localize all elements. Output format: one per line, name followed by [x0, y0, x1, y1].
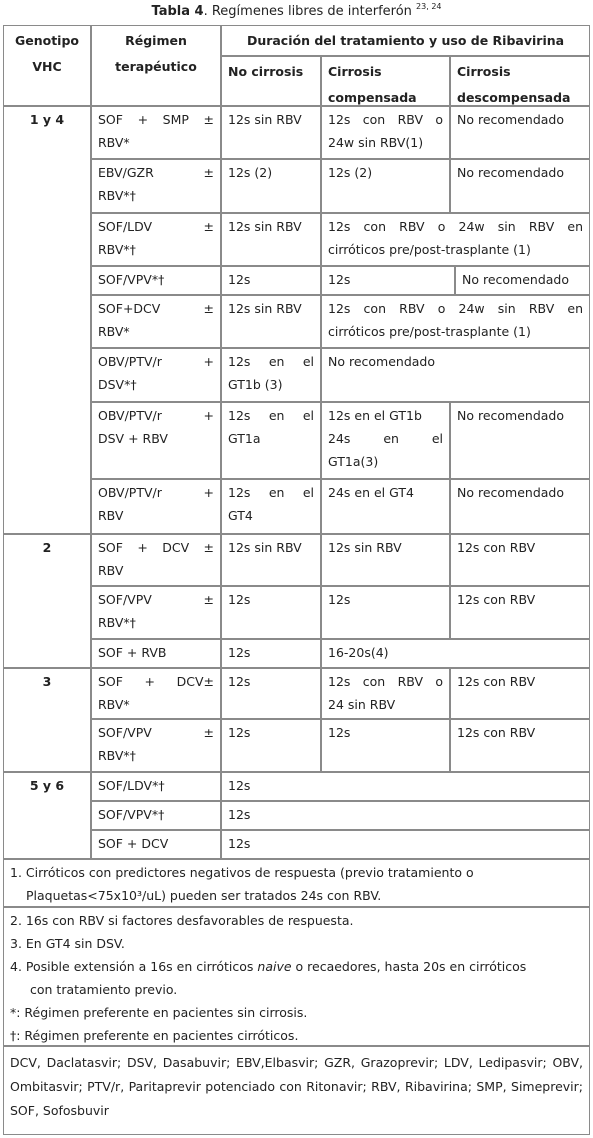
- footnote-asterisk: *: Régimen preferente en pacientes sin cirrosis.: [10, 1005, 308, 1020]
- footnote-4-part-c: o recaedores, hasta 20s en cirróticos: [291, 959, 527, 974]
- no-cirrosis-cell: [221, 402, 321, 479]
- footnote-4: [10, 955, 583, 978]
- genotype-3: 3: [3, 668, 91, 772]
- cirrosis-merged-cell: No recomendado: [321, 348, 590, 402]
- no-cirrosis-line1: 12s en el: [228, 408, 314, 423]
- regimen-line2: RBV*†: [98, 748, 136, 763]
- descompensada-cell: No recomendado: [450, 159, 590, 213]
- regimen-line2: RBV*: [98, 135, 130, 150]
- no-cirrosis-line2: GT1b (3): [228, 377, 283, 392]
- no-cirrosis-cell: 12s sin RBV: [221, 295, 321, 348]
- compensada-line2: 24w sin RBV(1): [328, 135, 424, 150]
- descompensada-cell: No recomendado: [450, 479, 590, 534]
- no-cirrosis-cell: 12s (2): [221, 159, 321, 213]
- no-cirrosis-cell: 12s sin RBV: [221, 213, 321, 266]
- no-cirrosis-line2: GT4: [228, 508, 253, 523]
- no-cirrosis-cell: 12s: [221, 639, 321, 668]
- regimen-line2: RBV*†: [98, 615, 136, 630]
- cirrosis-merged-cell: [321, 213, 590, 266]
- header-cirrosis-compensada: [321, 56, 450, 106]
- compensada-cell: [321, 402, 450, 479]
- compensada-cell: 24s en el GT4: [321, 479, 450, 534]
- regimen-cell: [91, 479, 221, 534]
- descompensada-cell: 12s con RBV: [450, 586, 590, 639]
- cirrosis-merged-line1: 12s con RBV o 24w sin RBV en: [328, 301, 583, 316]
- all-columns-cell: 12s: [221, 830, 590, 859]
- regimen-cell: [91, 668, 221, 719]
- no-cirrosis-cell: 12s sin RBV: [221, 534, 321, 586]
- no-cirrosis-cell: [221, 479, 321, 534]
- regimen-line1: SOF + DCV±: [98, 674, 214, 689]
- header-compensada-line1: Cirrosis: [328, 64, 382, 79]
- regimen-line2: RBV*†: [98, 188, 136, 203]
- descompensada-cell: 12s con RBV: [450, 534, 590, 586]
- no-cirrosis-cell: [221, 348, 321, 402]
- regimen-line2: RBV*: [98, 697, 130, 712]
- regimen-line1: SOF/VPV ±: [98, 725, 214, 740]
- genotype-1-4: 1 y 4: [3, 106, 91, 534]
- regimen-cell: SOF + DCV: [91, 830, 221, 859]
- no-cirrosis-line1: 12s en el: [228, 485, 314, 500]
- no-cirrosis-line1: 12s en el: [228, 354, 314, 369]
- header-compensada-line2: compensada: [328, 90, 417, 105]
- footnote-3: 3. En GT4 sin DSV.: [10, 936, 125, 951]
- regimen-line1: OBV/PTV/r +: [98, 408, 214, 423]
- compensada-line2: 24 sin RBV: [328, 697, 396, 712]
- regimen-line2: RBV: [98, 508, 124, 523]
- no-cirrosis-cell: 12s: [221, 719, 321, 772]
- regimen-line1: EBV/GZR ±: [98, 165, 214, 180]
- cirrosis-merged-line2: cirróticos pre/post-trasplante (1): [328, 242, 531, 257]
- header-no-cirrosis: No cirrosis: [221, 56, 321, 106]
- genotype-2: 2: [3, 534, 91, 668]
- compensada-line1: 12s con RBV o: [328, 674, 443, 689]
- descompensada-cell: No recomendado: [450, 106, 590, 159]
- regimen-line1: SOF/LDV ±: [98, 219, 214, 234]
- header-duracion: Duración del tratamiento y uso de Ribavirina: [221, 25, 590, 56]
- all-columns-cell: 12s: [221, 801, 590, 830]
- compensada-line2: 24s en el: [328, 431, 443, 446]
- regimen-cell: [91, 213, 221, 266]
- no-cirrosis-cell: 12s: [221, 668, 321, 719]
- header-regimen-line1: Régimen: [125, 33, 187, 48]
- regimen-cell: SOF/VPV*†: [91, 801, 221, 830]
- footnote-2: 2. 16s con RBV si factores desfavorables de respuesta.: [10, 913, 354, 928]
- regimen-cell: [91, 106, 221, 159]
- no-cirrosis-cell: 12s sin RBV: [221, 106, 321, 159]
- regimen-line1: OBV/PTV/r +: [98, 485, 214, 500]
- descompensada-cell: 12s con RBV: [450, 668, 590, 719]
- compensada-cell: 12s sin RBV: [321, 534, 450, 586]
- regimen-line1: OBV/PTV/r +: [98, 354, 214, 369]
- header-genotipo-line1: Genotipo: [14, 33, 80, 48]
- cirrosis-merged-line2: cirróticos pre/post-trasplante (1): [328, 324, 531, 339]
- compensada-cell: [321, 668, 450, 719]
- genotype-5-6: 5 y 6: [3, 772, 91, 859]
- header-genotipo: [3, 25, 91, 106]
- no-cirrosis-cell: 12s: [221, 586, 321, 639]
- all-columns-cell: 12s: [221, 772, 590, 801]
- compensada-line1: 12s en el GT1b: [328, 408, 422, 423]
- regimen-cell: [91, 586, 221, 639]
- regimen-line2: RBV*†: [98, 242, 136, 257]
- regimen-line2: DSV*†: [98, 377, 137, 392]
- regimen-line2: RBV*: [98, 324, 130, 339]
- footnote-4-part-a: 4. Posible extensión a 16s en cirróticos: [10, 959, 258, 974]
- caption-text: . Regímenes libres de interferón: [203, 4, 412, 19]
- header-descompensada-line1: Cirrosis: [457, 64, 511, 79]
- no-cirrosis-line2: GT1a: [228, 431, 261, 446]
- footnote-1-line2: Plaquetas<75x10³/uL) pueden ser tratados 24s con RBV.: [26, 888, 382, 903]
- header-regimen-line2: terapéutico: [115, 59, 197, 74]
- regimen-cell: [91, 719, 221, 772]
- regimen-line1: SOF + DCV ±: [98, 540, 214, 555]
- cirrosis-merged-cell: 16-20s(4): [321, 639, 590, 668]
- compensada-cell: [321, 106, 450, 159]
- header-regimen: [91, 25, 221, 106]
- caption-refs: 23, 24: [416, 2, 442, 11]
- regimen-cell: [91, 159, 221, 213]
- regimen-cell: SOF/LDV*†: [91, 772, 221, 801]
- regimen-line1: SOF/VPV ±: [98, 592, 214, 607]
- compensada-cell: 12s (2): [321, 159, 450, 213]
- compensada-cell: 12s: [321, 719, 450, 772]
- table-caption: [0, 2, 593, 19]
- regimen-cell: SOF/VPV*†: [91, 266, 221, 295]
- compensada-line3: GT1a(3): [328, 454, 379, 469]
- header-cirrosis-descompensada: [450, 56, 590, 106]
- regimen-cell: [91, 534, 221, 586]
- regimen-cell: [91, 402, 221, 479]
- header-descompensada-line2: descompensada: [457, 90, 571, 105]
- regimen-cell: [91, 295, 221, 348]
- footnote-1: [3, 859, 590, 907]
- footnotes-block: [3, 907, 590, 1046]
- no-cirrosis-cell: 12s: [221, 266, 321, 295]
- descompensada-cell: No recomendado: [450, 402, 590, 479]
- regimen-line1: SOF+DCV ±: [98, 301, 214, 316]
- regimen-line1: SOF + SMP ±: [98, 112, 214, 127]
- abbreviations-glossary: DCV, Daclatasvir; DSV, Dasabuvir; EBV,Elbasvir; GZR, Grazoprevir; LDV, Ledipasvir; OBV, Ombitasvir; PTV/r, Paritaprevir potenciado con Ritonavir; RBV, Ribavirina; SMP, Simeprevir; SOF, Sofosbuvir: [3, 1046, 590, 1135]
- caption-label: Tabla 4: [151, 4, 204, 19]
- compensada-line1: 12s con RBV o: [328, 112, 443, 127]
- footnote-dagger: †: Régimen preferente en pacientes cirróticos.: [10, 1028, 299, 1043]
- compensada-cell: 12s: [321, 266, 455, 295]
- descompensada-cell: No recomendado: [455, 266, 590, 295]
- regimen-table: [3, 25, 590, 1135]
- cirrosis-merged-cell: [321, 295, 590, 348]
- footnote-4-italic: naive: [257, 959, 292, 974]
- footnote-1-line1: 1. Cirróticos con predictores negativos de respuesta (previo tratamiento o: [10, 865, 474, 880]
- regimen-line2: DSV + RBV: [98, 431, 168, 446]
- compensada-cell: 12s: [321, 586, 450, 639]
- descompensada-cell: 12s con RBV: [450, 719, 590, 772]
- regimen-cell: [91, 348, 221, 402]
- regimen-line2: RBV: [98, 563, 124, 578]
- regimen-cell: SOF + RVB: [91, 639, 221, 668]
- footnote-4-continuation: con tratamiento previo.: [30, 982, 178, 997]
- header-genotipo-line2: VHC: [32, 59, 62, 74]
- cirrosis-merged-line1: 12s con RBV o 24w sin RBV en: [328, 219, 583, 234]
